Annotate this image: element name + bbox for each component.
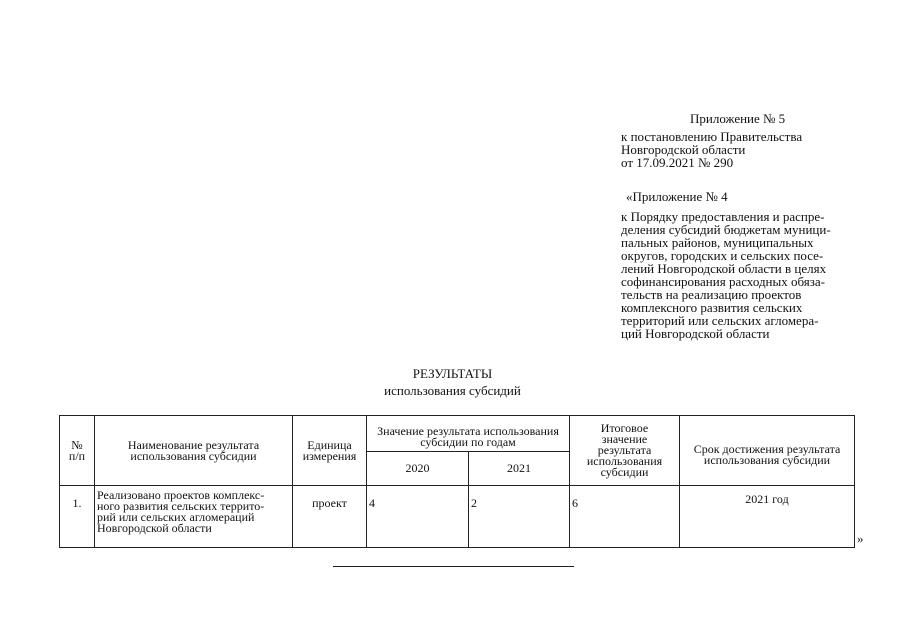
column-header-total (570, 416, 680, 486)
results-table (59, 415, 855, 548)
row-value-2020: 4 (367, 486, 469, 548)
header-line: п/п (68, 448, 86, 463)
document-title: РЕЗУЛЬТАТЫ (412, 366, 493, 381)
order-line: лений Новгородской области в целях (621, 261, 827, 276)
column-header-values (367, 416, 570, 452)
column-header-2021: 2021 (469, 452, 570, 486)
row-number: 1. (60, 486, 95, 548)
header-line: использования (586, 454, 663, 468)
header-line: Единица (307, 437, 352, 452)
column-header-unit (293, 416, 367, 486)
row-total: 6 (570, 486, 680, 548)
resolution-line: от 17.09.2021 № 290 (621, 155, 734, 170)
header-line: результата (597, 443, 652, 457)
resolution-line: к постановлению Правительства (621, 129, 803, 144)
column-header-2020: 2020 (367, 452, 469, 486)
header-line: измерения (302, 448, 357, 463)
column-header-number (60, 416, 95, 486)
order-line: ций Новгородской области (621, 326, 770, 341)
row-name-line: ного развития сельских террито- (97, 499, 265, 513)
signature-line (333, 566, 574, 567)
order-line: тельств на реализацию проектов (621, 287, 802, 302)
order-line: к Порядку предоставления и распре- (621, 209, 825, 224)
document-subtitle: использования субсидий (384, 383, 521, 398)
order-line: комплексного развития сельских (621, 300, 803, 315)
header-line: использования субсидии (130, 448, 257, 463)
column-header-name (95, 416, 293, 486)
resolution-reference (621, 130, 802, 169)
column-header-deadline (680, 416, 855, 486)
header-line: использования субсидии (703, 453, 831, 467)
table-row (60, 486, 855, 548)
header-line: значение (601, 432, 648, 446)
order-line: округов, городских и сельских посе- (621, 248, 824, 263)
order-reference (621, 210, 831, 340)
header-line: субсидии (600, 465, 649, 479)
appendix-title: Приложение № 5 (690, 111, 786, 126)
header-row (60, 416, 855, 452)
order-line: софинансирования расходных обяза- (621, 274, 826, 289)
header-line: Наименование результата (127, 437, 260, 452)
header-line: Значение результата использования (377, 424, 559, 438)
header-line: № (71, 437, 83, 452)
prior-appendix-title: «Приложение № 4 (626, 189, 728, 204)
header-line: Срок достижения результата (693, 442, 841, 456)
header-line: субсидии по годам (420, 435, 516, 449)
order-line: территорий или сельских агломера- (621, 313, 819, 328)
row-name (95, 486, 293, 548)
order-line: пальных районов, муниципальных (621, 235, 814, 250)
row-name-line: Реализовано проектов комплекс- (97, 488, 265, 502)
row-name-line: рий или сельских агломераций (97, 510, 255, 524)
resolution-line: Новгородской области (621, 142, 746, 157)
order-line: деления субсидий бюджетам муници- (621, 222, 831, 237)
row-name-line: Новгородской области (97, 521, 212, 535)
row-value-2021: 2 (469, 486, 570, 548)
row-deadline: 2021 год (680, 486, 855, 548)
header-line: Итоговое (600, 421, 649, 435)
closing-quote: » (857, 531, 864, 546)
row-unit: проект (293, 486, 367, 548)
